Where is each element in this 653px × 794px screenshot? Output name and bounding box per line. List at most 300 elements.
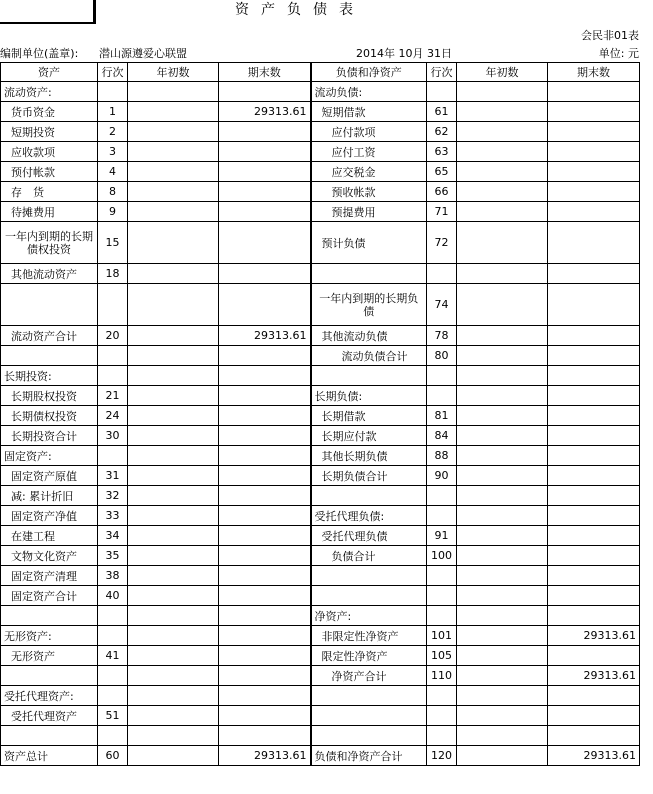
cell-begin-value [128, 162, 219, 182]
cell-end-value [548, 326, 640, 346]
cell-liability-item: 负债合计 [311, 546, 427, 566]
cell-line-no: 1 [98, 102, 128, 122]
cell-line-no: 15 [98, 222, 128, 264]
cell-end-value: 29313.61 [548, 666, 640, 686]
cell-asset-item: 受托代理资产 [1, 706, 98, 726]
cell-line-no [427, 386, 457, 406]
cell-line-no: 18 [98, 264, 128, 284]
cell-liability-item: 长期负债: [311, 386, 427, 406]
cell-begin-value [128, 102, 219, 122]
cell-line-no: 31 [98, 466, 128, 486]
cell-begin-value [457, 506, 548, 526]
cell-asset-item: 长期投资: [1, 366, 98, 386]
cell-end-value [548, 706, 640, 726]
cell-end-value [219, 142, 311, 162]
balance-sheet-table [0, 62, 640, 766]
cell-begin-value [128, 426, 219, 446]
table-row [1, 726, 640, 746]
cell-begin-value [457, 626, 548, 646]
cell-line-no: 65 [427, 162, 457, 182]
cell-begin-value [457, 346, 548, 366]
cell-begin-value [457, 666, 548, 686]
cell-begin-value [457, 726, 548, 746]
cell-line-no: 60 [98, 746, 128, 766]
cell-liability-item: 应付款项 [311, 122, 427, 142]
cell-asset-item: 固定资产原值 [1, 466, 98, 486]
cell-begin-value [128, 686, 219, 706]
cell-begin-value [128, 284, 219, 326]
cell-end-value [219, 264, 311, 284]
cell-end-value [219, 162, 311, 182]
cell-begin-value [457, 222, 548, 264]
cell-line-no: 24 [98, 406, 128, 426]
cell-end-value [219, 526, 311, 546]
table-row [1, 566, 640, 586]
cell-begin-value [457, 284, 548, 326]
cell-end-value [548, 202, 640, 222]
col-header-line: 行次 [427, 63, 457, 82]
cell-line-no [98, 284, 128, 326]
cell-liability-item: 应付工资 [311, 142, 427, 162]
table-row [1, 646, 640, 666]
table-row [1, 626, 640, 646]
table-row [1, 222, 640, 264]
cell-line-no: 32 [98, 486, 128, 506]
col-header-begin: 年初数 [128, 63, 219, 82]
cell-begin-value [128, 606, 219, 626]
cell-end-value [548, 726, 640, 746]
form-code: 会民非01表 [581, 29, 639, 42]
cell-asset-item: 无形资产 [1, 646, 98, 666]
cell-liability-item: 净资产: [311, 606, 427, 626]
cell-line-no [98, 686, 128, 706]
table-row [1, 264, 640, 284]
cell-end-value [219, 406, 311, 426]
cell-line-no [427, 82, 457, 102]
cell-line-no: 21 [98, 386, 128, 406]
cell-begin-value [457, 366, 548, 386]
cell-asset-item: 其他流动资产 [1, 264, 98, 284]
cell-line-no [98, 346, 128, 366]
cell-liability-item: 受托代理负债 [311, 526, 427, 546]
cell-asset-item: 固定资产净值 [1, 506, 98, 526]
cell-line-no: 38 [98, 566, 128, 586]
cell-asset-item: 文物文化资产 [1, 546, 98, 566]
cell-line-no [427, 366, 457, 386]
cell-line-no [427, 606, 457, 626]
cell-line-no: 3 [98, 142, 128, 162]
cell-asset-item: 货币资金 [1, 102, 98, 122]
cell-end-value [548, 82, 640, 102]
cell-asset-item [1, 666, 98, 686]
cell-liability-item [311, 726, 427, 746]
cell-line-no [98, 606, 128, 626]
cell-liability-item: 其他长期负债 [311, 446, 427, 466]
cell-liability-item [311, 264, 427, 284]
cell-begin-value [128, 486, 219, 506]
cell-begin-value [457, 486, 548, 506]
header-row [1, 63, 640, 82]
cell-begin-value [128, 746, 219, 766]
cell-begin-value [128, 386, 219, 406]
cell-asset-item: 长期投资合计 [1, 426, 98, 446]
cell-line-no: 81 [427, 406, 457, 426]
cell-begin-value [457, 264, 548, 284]
cell-line-no [98, 82, 128, 102]
cell-end-value [219, 386, 311, 406]
cell-end-value: 29313.61 [548, 626, 640, 646]
cell-begin-value [128, 466, 219, 486]
cell-end-value [548, 586, 640, 606]
table-row [1, 686, 640, 706]
cell-begin-value [457, 386, 548, 406]
cell-liability-item: 应交税金 [311, 162, 427, 182]
cell-asset-item: 长期股权投资 [1, 386, 98, 406]
cell-liability-item: 其他流动负债 [311, 326, 427, 346]
cell-line-no: 66 [427, 182, 457, 202]
cell-begin-value [457, 202, 548, 222]
cell-end-value [548, 486, 640, 506]
cell-liability-item: 长期负债合计 [311, 466, 427, 486]
cell-end-value [219, 626, 311, 646]
cell-end-value [219, 182, 311, 202]
table-row [1, 142, 640, 162]
cell-line-no: 34 [98, 526, 128, 546]
cell-begin-value [128, 142, 219, 162]
table-row [1, 446, 640, 466]
cell-begin-value [457, 586, 548, 606]
cell-asset-item: 减: 累计折旧 [1, 486, 98, 506]
cell-line-no: 4 [98, 162, 128, 182]
cell-begin-value [457, 406, 548, 426]
cell-end-value [219, 426, 311, 446]
table-row [1, 526, 640, 546]
cell-liability-item: 流动负债: [311, 82, 427, 102]
cell-liability-item [311, 486, 427, 506]
cell-line-no: 110 [427, 666, 457, 686]
table-row [1, 506, 640, 526]
cell-line-no: 2 [98, 122, 128, 142]
cell-liability-item [311, 686, 427, 706]
cell-line-no [427, 566, 457, 586]
cell-line-no [98, 626, 128, 646]
cell-liability-item: 受托代理负债: [311, 506, 427, 526]
cell-asset-item: 流动资产合计 [1, 326, 98, 346]
cell-asset-item [1, 606, 98, 626]
org-name: 潜山源遵爱心联盟 [99, 47, 187, 60]
cell-begin-value [128, 646, 219, 666]
cell-end-value [219, 222, 311, 264]
table-row [1, 284, 640, 326]
cell-end-value [219, 284, 311, 326]
cell-line-no [427, 686, 457, 706]
cell-end-value [548, 546, 640, 566]
cell-liability-item: 一年内到期的长期负债 [311, 284, 427, 326]
cell-end-value [548, 526, 640, 546]
cell-line-no: 74 [427, 284, 457, 326]
cell-end-value [548, 466, 640, 486]
table-row [1, 366, 640, 386]
cell-begin-value [457, 446, 548, 466]
cell-end-value [548, 366, 640, 386]
cell-begin-value [128, 566, 219, 586]
cell-end-value [548, 406, 640, 426]
report-date: 2014年 10月 31日 [356, 47, 452, 60]
cell-begin-value [128, 202, 219, 222]
cell-begin-value [457, 182, 548, 202]
cell-asset-item: 存 货 [1, 182, 98, 202]
cell-begin-value [128, 506, 219, 526]
cell-begin-value [128, 346, 219, 366]
cell-end-value [548, 122, 640, 142]
cell-end-value [219, 82, 311, 102]
col-header-begin: 年初数 [457, 63, 548, 82]
cell-asset-item: 长期债权投资 [1, 406, 98, 426]
cell-line-no [98, 446, 128, 466]
cell-end-value [219, 586, 311, 606]
cell-line-no [98, 726, 128, 746]
cell-line-no: 72 [427, 222, 457, 264]
cell-liability-item [311, 586, 427, 606]
cell-end-value [548, 446, 640, 466]
cell-asset-item [1, 284, 98, 326]
cell-asset-item: 无形资产: [1, 626, 98, 646]
cell-line-no: 88 [427, 446, 457, 466]
cell-line-no: 41 [98, 646, 128, 666]
table-row [1, 326, 640, 346]
table-row [1, 606, 640, 626]
cell-end-value [548, 222, 640, 264]
cell-begin-value [457, 122, 548, 142]
cell-begin-value [457, 706, 548, 726]
cell-begin-value [457, 686, 548, 706]
col-header-liabilities: 负债和净资产 [311, 63, 427, 82]
cell-begin-value [457, 606, 548, 626]
cell-line-no: 30 [98, 426, 128, 446]
table-row [1, 666, 640, 686]
cell-asset-item: 预付帐款 [1, 162, 98, 182]
cell-liability-item: 限定性净资产 [311, 646, 427, 666]
cell-end-value [219, 726, 311, 746]
org-label: 编制单位(盖章): [0, 47, 79, 60]
cell-end-value: 29313.61 [548, 746, 640, 766]
cell-asset-item: 一年内到期的长期债权投资 [1, 222, 98, 264]
cell-asset-item: 应收款项 [1, 142, 98, 162]
cell-end-value [548, 646, 640, 666]
table-row [1, 426, 640, 446]
cell-begin-value [457, 82, 548, 102]
report-title: 资产负债表 [235, 2, 365, 18]
cell-asset-item: 短期投资 [1, 122, 98, 142]
cell-line-no: 105 [427, 646, 457, 666]
cell-end-value [219, 122, 311, 142]
cell-asset-item [1, 726, 98, 746]
cell-end-value [548, 506, 640, 526]
cell-end-value [548, 142, 640, 162]
cell-begin-value [457, 162, 548, 182]
cell-line-no: 71 [427, 202, 457, 222]
cell-liability-item: 非限定性净资产 [311, 626, 427, 646]
cell-liability-item: 预收帐款 [311, 182, 427, 202]
cell-end-value [219, 686, 311, 706]
cell-begin-value [457, 326, 548, 346]
cell-end-value: 29313.61 [219, 326, 311, 346]
cell-begin-value [457, 466, 548, 486]
cell-line-no: 84 [427, 426, 457, 446]
cell-asset-item: 流动资产: [1, 82, 98, 102]
cell-liability-item: 长期借款 [311, 406, 427, 426]
table-row [1, 706, 640, 726]
cell-end-value [219, 486, 311, 506]
cell-line-no [98, 366, 128, 386]
cell-end-value [548, 386, 640, 406]
table-row [1, 746, 640, 766]
cell-asset-item: 在建工程 [1, 526, 98, 546]
cell-begin-value [128, 446, 219, 466]
cell-end-value [219, 202, 311, 222]
cell-begin-value [457, 746, 548, 766]
cell-line-no: 9 [98, 202, 128, 222]
cell-end-value [548, 426, 640, 446]
cell-begin-value [128, 326, 219, 346]
cell-end-value [219, 466, 311, 486]
cell-begin-value [457, 102, 548, 122]
cell-end-value [548, 566, 640, 586]
cell-begin-value [128, 626, 219, 646]
cell-line-no [427, 506, 457, 526]
table-row [1, 386, 640, 406]
cell-end-value [219, 546, 311, 566]
cell-end-value [219, 666, 311, 686]
table-row [1, 486, 640, 506]
cell-asset-item [1, 346, 98, 366]
col-header-end: 期末数 [219, 63, 311, 82]
col-header-end: 期末数 [548, 63, 640, 82]
cell-asset-item: 固定资产合计 [1, 586, 98, 606]
cell-line-no [427, 486, 457, 506]
cell-end-value [548, 284, 640, 326]
cell-line-no: 40 [98, 586, 128, 606]
cell-asset-item: 固定资产清理 [1, 566, 98, 586]
currency-unit: 单位: 元 [598, 47, 639, 60]
cell-line-no: 100 [427, 546, 457, 566]
table-row [1, 162, 640, 182]
cell-begin-value [128, 182, 219, 202]
cell-line-no: 62 [427, 122, 457, 142]
cell-liability-item: 负债和净资产合计 [311, 746, 427, 766]
cell-end-value [219, 566, 311, 586]
cell-liability-item: 短期借款 [311, 102, 427, 122]
cell-liability-item: 预提费用 [311, 202, 427, 222]
cell-asset-item: 待摊费用 [1, 202, 98, 222]
cell-liability-item: 长期应付款 [311, 426, 427, 446]
cell-end-value [219, 346, 311, 366]
cell-liability-item [311, 366, 427, 386]
cell-begin-value [128, 264, 219, 284]
table-row [1, 102, 640, 122]
cell-end-value [548, 686, 640, 706]
cell-liability-item: 预计负债 [311, 222, 427, 264]
cell-end-value [219, 366, 311, 386]
cell-liability-item: 净资产合计 [311, 666, 427, 686]
cell-asset-item: 受托代理资产: [1, 686, 98, 706]
cell-end-value: 29313.61 [219, 102, 311, 122]
cell-begin-value [128, 586, 219, 606]
cell-line-no: 61 [427, 102, 457, 122]
col-header-assets: 资产 [1, 63, 98, 82]
cell-begin-value [128, 82, 219, 102]
cell-begin-value [457, 546, 548, 566]
cell-asset-item: 固定资产: [1, 446, 98, 466]
cell-end-value [219, 446, 311, 466]
cell-line-no: 80 [427, 346, 457, 366]
cell-line-no [427, 706, 457, 726]
table-row [1, 182, 640, 202]
cell-begin-value [128, 546, 219, 566]
cell-line-no: 91 [427, 526, 457, 546]
cell-begin-value [128, 666, 219, 686]
cell-begin-value [457, 646, 548, 666]
cell-begin-value [128, 122, 219, 142]
table-row [1, 122, 640, 142]
table-row [1, 82, 640, 102]
cell-liability-item: 流动负债合计 [311, 346, 427, 366]
cell-line-no: 78 [427, 326, 457, 346]
cell-line-no: 120 [427, 746, 457, 766]
cell-liability-item [311, 566, 427, 586]
cell-begin-value [457, 426, 548, 446]
cell-end-value [548, 264, 640, 284]
cell-end-value [219, 506, 311, 526]
cell-begin-value [128, 222, 219, 264]
cell-end-value: 29313.61 [219, 746, 311, 766]
cell-begin-value [128, 726, 219, 746]
cell-line-no [427, 726, 457, 746]
cell-end-value [548, 346, 640, 366]
cell-line-no [427, 264, 457, 284]
table-row [1, 202, 640, 222]
cell-line-no: 8 [98, 182, 128, 202]
cell-line-no: 33 [98, 506, 128, 526]
cell-line-no: 101 [427, 626, 457, 646]
cell-end-value [219, 706, 311, 726]
cell-line-no: 51 [98, 706, 128, 726]
cell-end-value [548, 102, 640, 122]
table-row [1, 586, 640, 606]
cell-end-value [548, 182, 640, 202]
cell-end-value [219, 606, 311, 626]
table-row [1, 466, 640, 486]
table-row [1, 546, 640, 566]
cell-end-value [548, 162, 640, 182]
cell-line-no [98, 666, 128, 686]
cell-line-no: 35 [98, 546, 128, 566]
cell-end-value [548, 606, 640, 626]
col-header-line: 行次 [98, 63, 128, 82]
cell-begin-value [128, 706, 219, 726]
cell-line-no [427, 586, 457, 606]
cell-begin-value [128, 406, 219, 426]
table-row [1, 346, 640, 366]
table-row [1, 406, 640, 426]
cell-line-no: 63 [427, 142, 457, 162]
cell-liability-item [311, 706, 427, 726]
cell-begin-value [457, 526, 548, 546]
cell-begin-value [457, 142, 548, 162]
cell-begin-value [457, 566, 548, 586]
cell-line-no: 90 [427, 466, 457, 486]
cell-line-no: 20 [98, 326, 128, 346]
